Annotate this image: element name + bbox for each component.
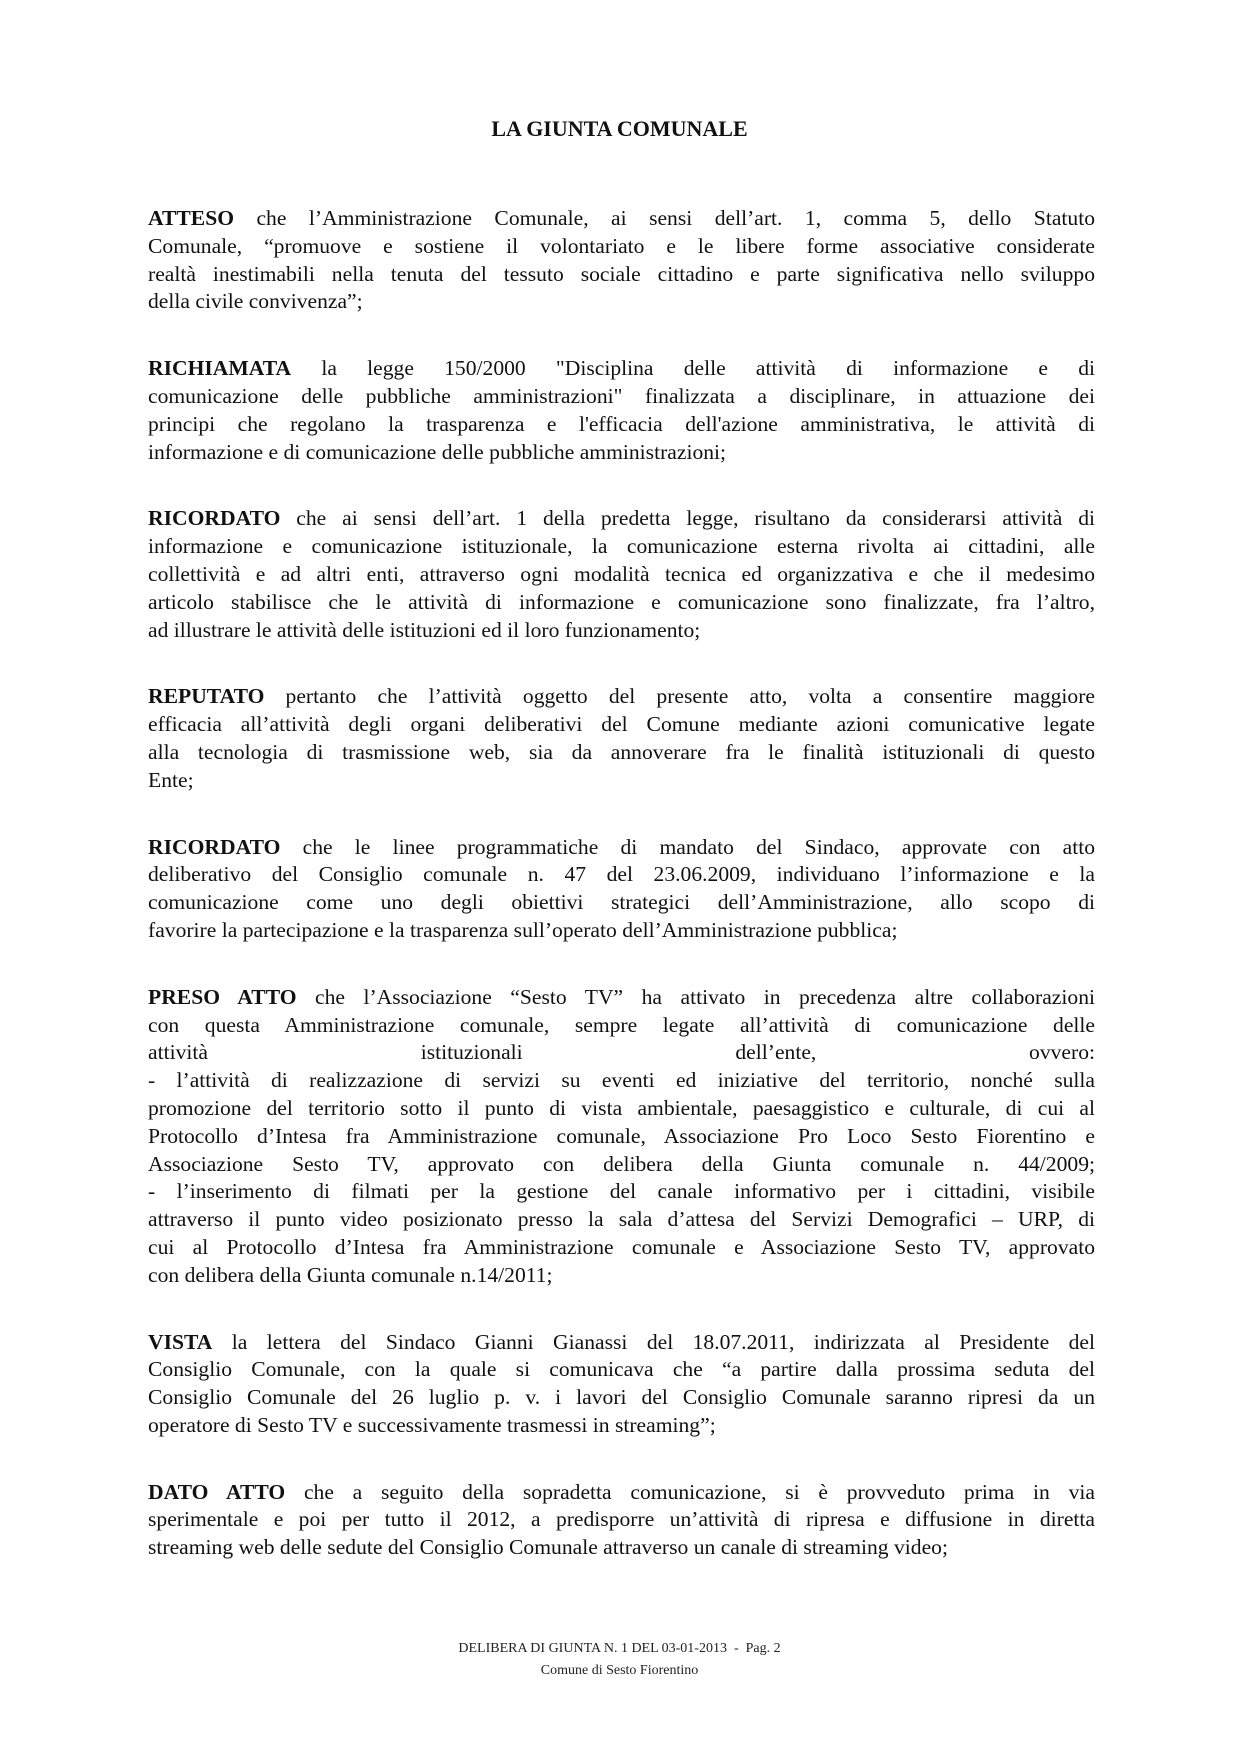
text-line (148, 834, 1095, 862)
page-footer (0, 1638, 1239, 1682)
paragraph-lead: RICHIAMATA (148, 356, 292, 381)
text-line (148, 505, 1095, 533)
text-line (148, 561, 1095, 589)
line-text: Comunale, “promuove e sostiene il volontariato e le libere forme associative considerate (148, 233, 1095, 258)
line-text: deliberativo del Consiglio comunale n. 47 del 23.06.2009, individuano l’informazione e la (148, 862, 1095, 887)
paragraph (148, 683, 1095, 794)
paragraph-lead: RICORDATO (148, 506, 281, 531)
line-text: - l’attività di realizzazione di servizi su eventi ed iniziative del territorio, nonché sulla (148, 1068, 1095, 1093)
text-line (148, 1067, 1095, 1095)
line-text: - l’inserimento di filmati per la gestione del canale informativo per i cittadini, visibile (148, 1179, 1095, 1204)
text-line (148, 355, 1095, 383)
paragraph-lead: DATO ATTO (148, 1479, 286, 1504)
footer-delibera-ref: DELIBERA DI GIUNTA N. 1 DEL 03-01-2013 - Pag. 2 (458, 1641, 781, 1656)
text-line (148, 1356, 1095, 1384)
line-text: comunicazione delle pubbliche amministrazioni" finalizzata a disciplinare, in attuazione dei (148, 383, 1095, 408)
line-text: ad illustrare le attività delle istituzioni ed il loro funzionamento; (148, 617, 701, 642)
line-text: che l’Associazione “Sesto TV” ha attivato in precedenza altre collaborazioni (296, 984, 1095, 1009)
line-text: informazione e di comunicazione delle pubbliche amministrazioni; (148, 439, 727, 464)
text-line (148, 1095, 1095, 1123)
line-text: realtà inestimabili nella tenuta del tessuto sociale cittadino e parte significativa nello sviluppo (148, 261, 1095, 286)
paragraph (148, 205, 1095, 316)
paragraph (148, 355, 1095, 466)
text-line (148, 1039, 1095, 1067)
text-line (148, 261, 1095, 289)
text-line (148, 383, 1095, 411)
line-text: attraverso il punto video posizionato presso la sala d’attesa del Servizi Demografici – URP, di (148, 1207, 1095, 1232)
line-text: con delibera della Giunta comunale n.14/2011; (148, 1262, 553, 1287)
line-text: che le linee programmatiche di mandato del Sindaco, approvate con atto (280, 834, 1095, 859)
line-text: streaming web delle sedute del Consiglio Comunale attraverso un canale di streaming video; (148, 1535, 948, 1560)
text-line (148, 439, 1095, 467)
line-text: informazione e comunicazione istituzionale, la comunicazione esterna rivolta ai cittadini, alle (148, 534, 1095, 559)
text-line (148, 1234, 1095, 1262)
text-line (148, 739, 1095, 767)
line-text: con questa Amministrazione comunale, sempre legate all’attività di comunicazione delle (148, 1012, 1095, 1037)
text-line (148, 683, 1095, 711)
text-line (148, 984, 1095, 1012)
text-line (148, 1262, 1095, 1290)
line-text: Consiglio Comunale, con la quale si comunicava che “a partire dalla prossima seduta del (148, 1357, 1095, 1382)
paragraph-lead: RICORDATO (148, 834, 281, 859)
line-text: pertanto che l’attività oggetto del presente atto, volta a consentire maggiore (264, 684, 1095, 709)
line-text: comunicazione come uno degli obiettivi strategici dell’Amministrazione, allo scopo di (148, 890, 1095, 915)
paragraph (148, 834, 1095, 945)
paragraph (148, 984, 1095, 1290)
line-text: che ai sensi dell’art. 1 della predetta legge, risultano da considerarsi attività di (280, 506, 1095, 531)
line-text: sperimentale e poi per tutto il 2012, a predisporre un’attività di ripresa e diffusione in diretta (148, 1507, 1095, 1532)
text-line (148, 1479, 1095, 1507)
text-line (148, 288, 1095, 316)
text-line (148, 1506, 1095, 1534)
text-line (148, 917, 1095, 945)
line-text: cui al Protocollo d’Intesa fra Amministrazione comunale e Associazione Sesto TV, approvato (148, 1234, 1095, 1259)
text-line (148, 617, 1095, 645)
line-text: che a seguito della sopradetta comunicazione, si è provveduto prima in via (285, 1479, 1095, 1504)
line-text: della civile convivenza”; (148, 289, 363, 314)
paragraph-lead: ATTESO (148, 206, 235, 230)
text-line (148, 205, 1095, 233)
paragraph-lead: VISTA (148, 1329, 213, 1354)
text-line (148, 233, 1095, 261)
line-text: promozione del territorio sotto il punto di vista ambientale, paesaggistico e culturale, di cui al (148, 1095, 1095, 1120)
text-line (148, 1151, 1095, 1179)
line-text: Consiglio Comunale del 26 luglio p. v. i lavori del Consiglio Comunale saranno ripresi da un (148, 1385, 1095, 1410)
text-line (148, 889, 1095, 917)
text-line (148, 1206, 1095, 1234)
line-text: attività istituzionali dell’ente, ovvero: (148, 1040, 1095, 1065)
text-line (148, 1384, 1095, 1412)
line-text: la legge 150/2000 "Disciplina delle attività di informazione e di (291, 356, 1095, 381)
text-line (148, 589, 1095, 617)
line-text: principi che regolano la trasparenza e l'efficacia dell'azione amministrativa, le attività di (148, 411, 1095, 436)
line-text: efficacia all’attività degli organi deliberativi del Comune mediante azioni comunicative legate (148, 712, 1095, 737)
line-text: favorire la partecipazione e la trasparenza sull’operato dell’Amministrazione pubblica; (148, 917, 898, 942)
line-text: la lettera del Sindaco Gianni Gianassi del 18.07.2011, indirizzata al Presidente del (212, 1329, 1095, 1354)
page-title: LA GIUNTA COMUNALE (491, 116, 748, 141)
text-line (148, 861, 1095, 889)
line-text: Protocollo d’Intesa fra Amministrazione comunale, Associazione Pro Loco Sesto Fiorentino e (148, 1123, 1095, 1148)
footer-municipality: Comune di Sesto Fiorentino (540, 1663, 699, 1678)
paragraph (148, 1479, 1095, 1562)
text-line (148, 1178, 1095, 1206)
line-text: Associazione Sesto TV, approvato con delibera della Giunta comunale n. 44/2009; (148, 1151, 1095, 1176)
paragraph (148, 505, 1095, 644)
text-line (148, 1012, 1095, 1040)
text-line (148, 533, 1095, 561)
paragraph-lead: REPUTATO (148, 684, 265, 709)
text-line (148, 767, 1095, 795)
text-line (148, 711, 1095, 739)
text-line (148, 1534, 1095, 1562)
text-line (148, 1123, 1095, 1151)
paragraph-lead: PRESO ATTO (148, 984, 297, 1009)
document-body (148, 205, 1095, 1601)
line-text: collettività e ad altri enti, attraverso ogni modalità tecnica ed organizzativa e che il medesimo (148, 561, 1095, 586)
line-text: Ente; (148, 767, 194, 792)
line-text: operatore di Sesto TV e successivamente trasmessi in streaming”; (148, 1412, 716, 1437)
line-text: che l’Amministrazione Comunale, ai sensi dell’art. 1, comma 5, dello Statuto (234, 206, 1095, 230)
text-line (148, 411, 1095, 439)
text-line (148, 1329, 1095, 1357)
paragraph (148, 1329, 1095, 1440)
text-line (148, 1412, 1095, 1440)
line-text: alla tecnologia di trasmissione web, sia da annoverare fra le finalità istituzionali di questo (148, 739, 1095, 764)
line-text: articolo stabilisce che le attività di informazione e comunicazione sono finalizzate, fra l’altro, (148, 589, 1095, 614)
